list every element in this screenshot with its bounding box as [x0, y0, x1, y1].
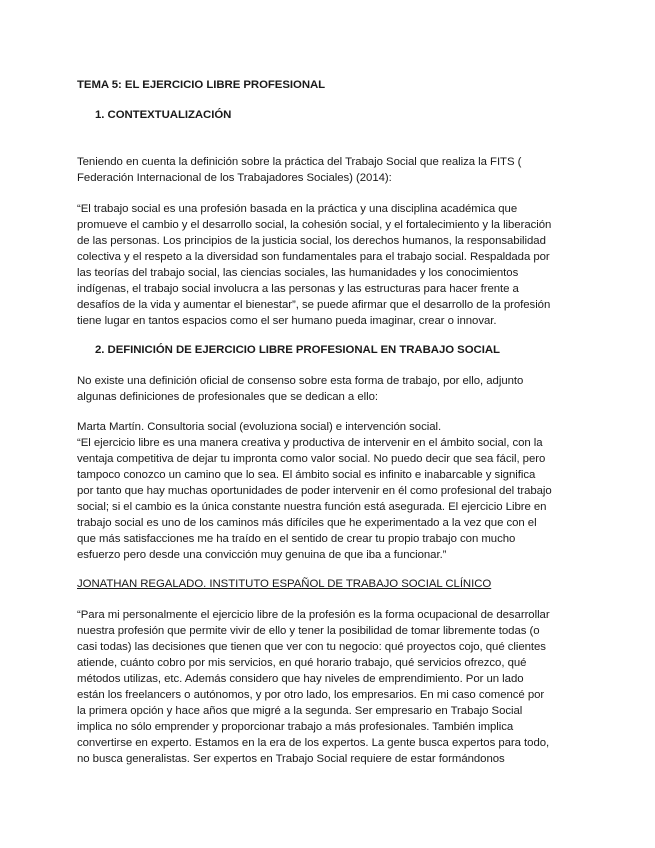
paragraph-line: trabajo social es uno de los caminos más difíciles que he experimentado a la vez que con el [77, 517, 537, 529]
paragraph-line: ventaja competitiva de dejar tu impronta como valor social. No puedo decir que sea fácil, pero [77, 453, 546, 465]
paragraph-line: por tanto que hay muchas oportunidades de poder intervenir en él como profesional del trabajo [77, 485, 552, 497]
paragraph-line: implica no sólo emprender y proporcionar trabajo a más profesionales. También implica [77, 721, 514, 733]
quote-line: colectiva y el respeto a la diversidad son fundamentales para el trabajo social. Respaldada por [77, 251, 550, 263]
paragraph-line: métodos utilizas, etc. Además considero que hay niveles de emprendimiento. Por un lado [77, 673, 524, 685]
paragraph-line: algunas definiciones de profesionales que se dedican a ello: [77, 391, 378, 403]
section-2-heading: 2. DEFINICIÓN DE EJERCICIO LIBRE PROFESIONAL EN TRABAJO SOCIAL [95, 344, 500, 356]
paragraph-line: están los freelancers o autónomos, y por otro lado, los empresarios. En mi caso comencé por [77, 689, 545, 701]
paragraph-line: tampoco conozco un camino que lo sea. El ámbito social es infinito e inabarcable y significa [77, 469, 536, 481]
quote-line: tiene lugar en tantos espacios como el ser humano pueda imaginar, crear o innovar. [77, 315, 497, 327]
paragraph-line: la primera opción y hace años que migré a la segunda. Ser empresario en Trabajo Social [77, 705, 523, 717]
document-title: TEMA 5: EL EJERCICIO LIBRE PROFESIONAL [77, 79, 326, 91]
paragraph-line: Marta Martín. Consultoria social (evoluziona social) e intervención social. [77, 421, 442, 433]
quote-line: indígenas, el trabajo social involucra a las personas y las estructuras para hacer frente a [77, 283, 519, 295]
paragraph-line: que más satisfacciones me ha traído en el sentido de crear tu propio trabajo con mucho [77, 533, 516, 545]
jonathan-heading: JONATHAN REGALADO. INSTITUTO ESPAÑOL DE TRABAJO SOCIAL CLÍNICO [77, 578, 492, 590]
paragraph-line: “Para mi personalmente el ejercicio libre de la profesión es la forma ocupacional de desarrollar [77, 609, 550, 621]
quote-line: de las personas. Los principios de la justicia social, los derechos humanos, la responsabilidad [77, 235, 546, 247]
paragraph-line: No existe una definición oficial de consenso sobre esta forma de trabajo, por ello, adjunto [77, 375, 524, 387]
paragraph-line: “El ejercicio libre es una manera creativa y productiva de intervenir en el ámbito social, con la [77, 437, 543, 449]
paragraph-line: convertirse en experto. Estamos en la era de los expertos. La gente busca expertos para todo, [77, 737, 550, 749]
paragraph-line: nuestra profesión que permite vivir de ello y tener la posibilidad de tomar libremente todas (o [77, 625, 540, 637]
paragraph-line: atiende, cuánto cobro por mis servicios, en qué horario trabajo, qué servicios ofrezco, qué [77, 657, 527, 669]
paragraph-line: esfuerzo pero desde una convicción muy genuina de que iba a funcionar.” [77, 549, 447, 561]
paragraph-line: casi todas) las decisiones que tienen que ver con tu negocio: qué proyectos cojo, qué clientes [77, 641, 546, 653]
paragraph-line: Federación Internacional de los Trabajadores Sociales) (2014): [77, 172, 392, 184]
paragraph-line: no busca generalistas. Ser expertos en Trabajo Social requiere de estar formándonos [77, 753, 505, 765]
quote-line: las teorías del trabajo social, las ciencias sociales, las humanidades y los conocimientos [77, 267, 519, 279]
paragraph-line: social; si el cambio es la única constante nuestra función está asegurada. El ejercicio Libre en [77, 501, 547, 513]
section-1-heading: 1. CONTEXTUALIZACIÓN [95, 109, 232, 121]
quote-line: “El trabajo social es una profesión basada en la práctica y una disciplina académica que [77, 203, 518, 215]
quote-line: promueve el cambio y el desarrollo social, la cohesión social, y el fortalecimiento y la liberación [77, 219, 552, 231]
quote-line: desafíos de la vida y aumentar el bienestar”, se puede afirmar que el desarrollo de la profesión [77, 299, 551, 311]
paragraph-line: Teniendo en cuenta la definición sobre la práctica del Trabajo Social que realiza la FITS ( [77, 156, 522, 168]
